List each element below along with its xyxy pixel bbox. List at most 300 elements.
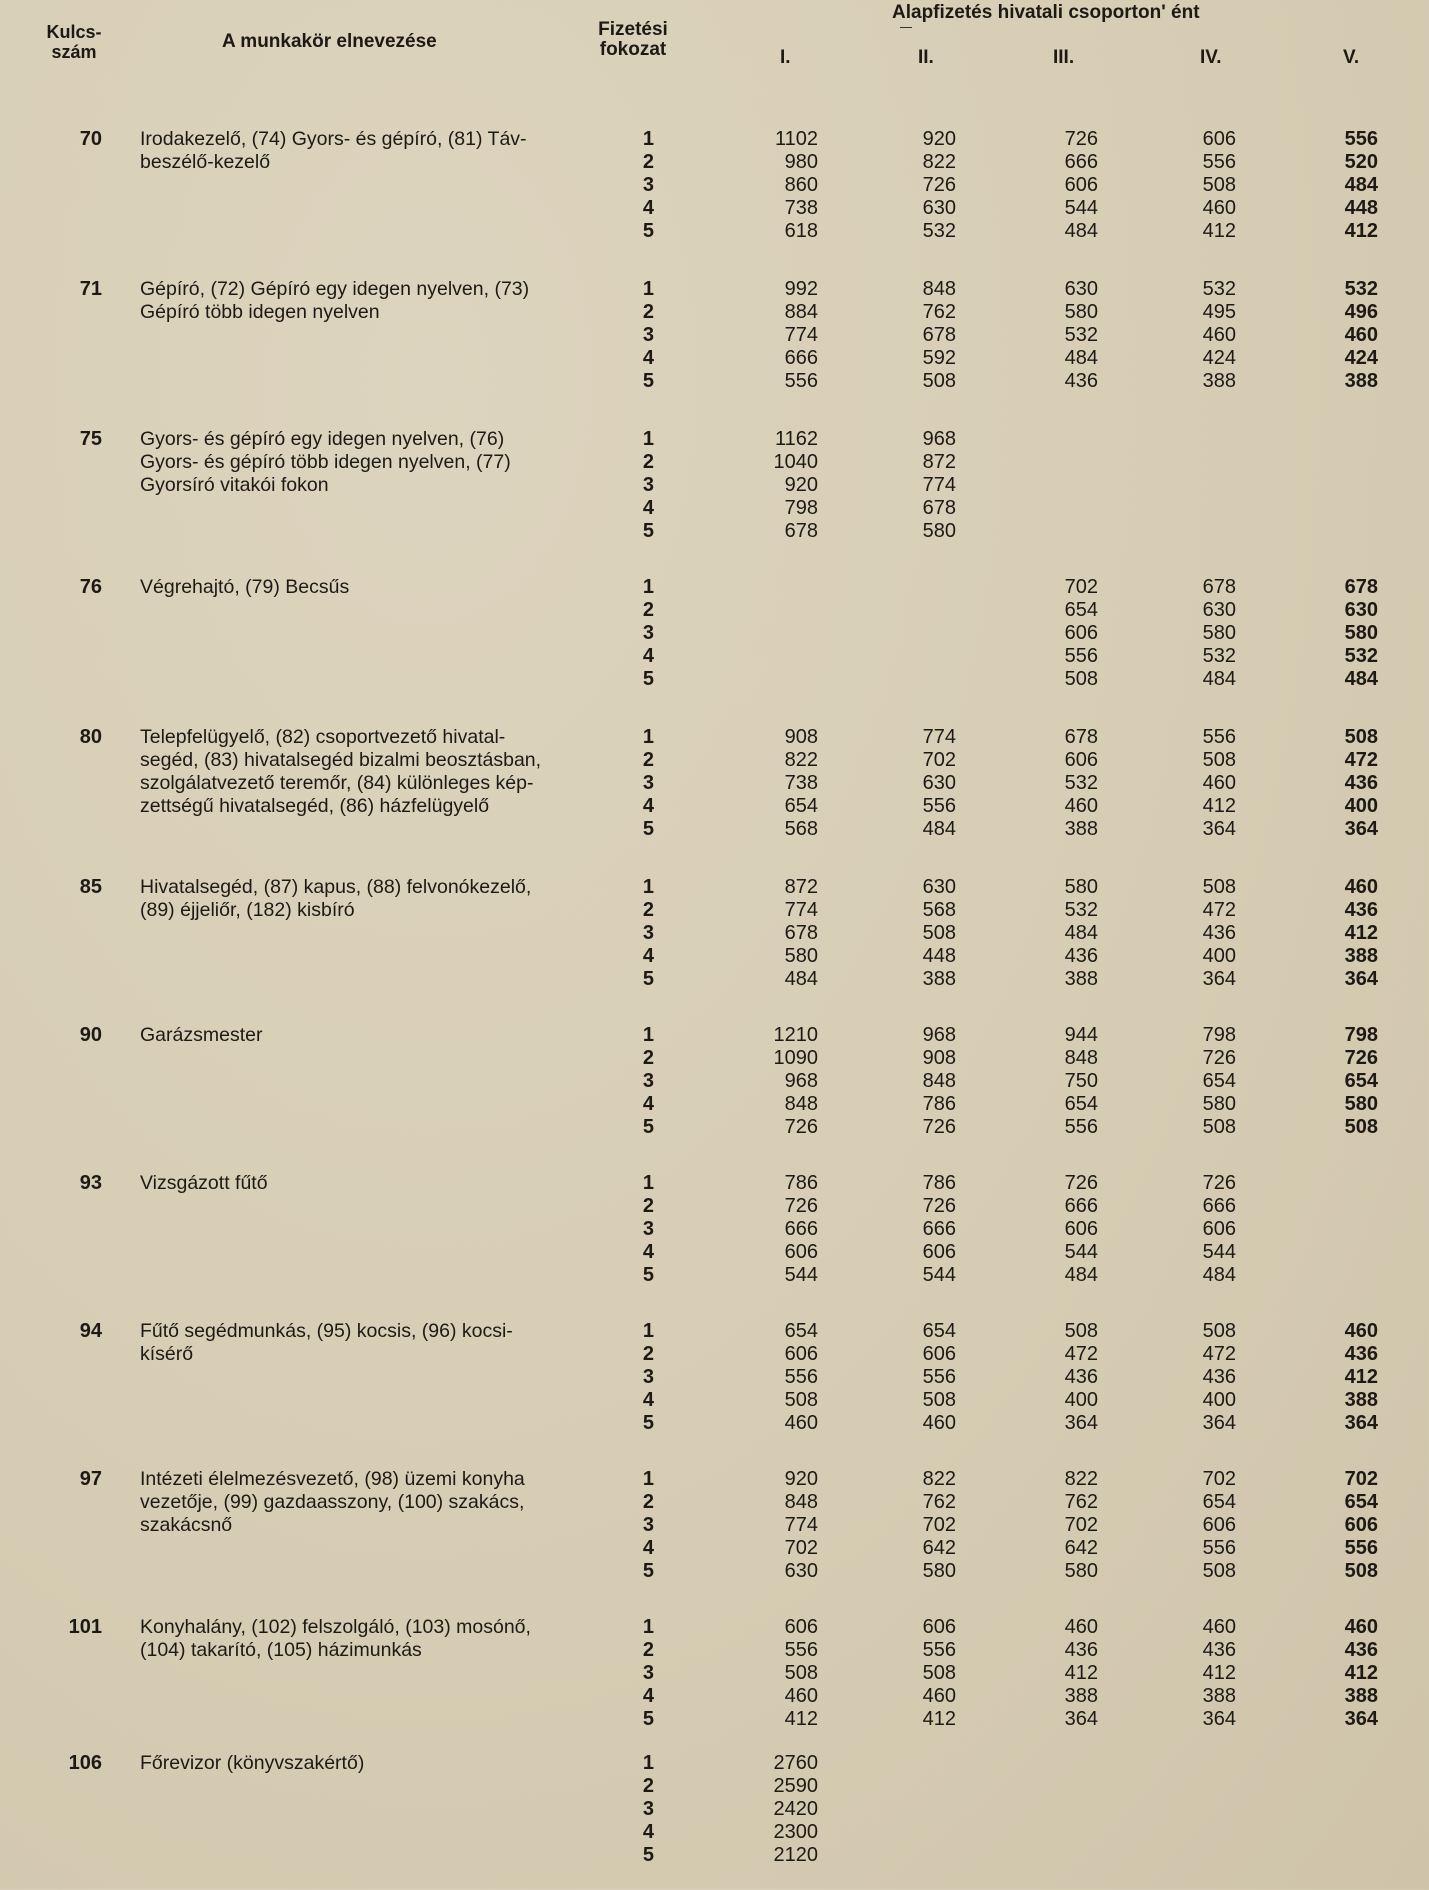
header-job-title: A munkakör elnevezése	[222, 31, 437, 52]
grade-step: 1	[642, 876, 654, 898]
salary-cell: 556	[922, 1639, 956, 1661]
grade-step: 2	[642, 451, 654, 473]
salary-cell: 606	[1064, 749, 1098, 771]
salary-cell: 630	[1202, 599, 1236, 621]
header-key	[44, 22, 104, 62]
grade-step: 5	[642, 668, 654, 690]
header-group-title: Alapfizetés hivatali csoporton' ént	[892, 2, 1200, 23]
grade-row	[0, 1752, 1429, 1775]
salary-cell: 388	[922, 968, 956, 990]
entry-job-name-line: Gyors- és gépíró több idegen nyelven, (77)	[140, 451, 511, 473]
grade-step: 1	[642, 1616, 654, 1638]
salary-cell: 762	[922, 301, 956, 323]
grade-step: 2	[642, 1775, 654, 1797]
salary-cell: 484	[1344, 174, 1378, 196]
grade-step: 4	[642, 1821, 654, 1843]
grade-row	[0, 1264, 1429, 1287]
salary-cell: 460	[1344, 324, 1378, 346]
salary-cell: 606	[1202, 1514, 1236, 1536]
salary-cell: 532	[1344, 278, 1378, 300]
salary-cell: 580	[1064, 301, 1098, 323]
salary-cell: 388	[1064, 1685, 1098, 1707]
grade-row	[0, 818, 1429, 841]
salary-cell: 762	[922, 1491, 956, 1513]
salary-cell: 592	[922, 347, 956, 369]
salary-cell: 848	[784, 1093, 818, 1115]
header-key-line2: szám	[51, 42, 97, 62]
grade-step: 1	[642, 1752, 654, 1774]
salary-cell: 544	[784, 1264, 818, 1286]
salary-cell: 495	[1202, 301, 1236, 323]
salary-cell: 822	[922, 1468, 956, 1490]
salary-cell: 606	[1064, 622, 1098, 644]
salary-cell: 606	[922, 1616, 956, 1638]
grade-step: 5	[642, 1560, 654, 1582]
entry-job-name-line: Intézeti élelmezésvezető, (98) üzemi konyha	[140, 1468, 525, 1490]
salary-cell: 702	[1064, 1514, 1098, 1536]
grade-row	[0, 1320, 1429, 1343]
salary-cell: 544	[1064, 197, 1098, 219]
entry-job-name-line: Gyorsíró vitakói fokon	[140, 474, 329, 496]
entry-block	[0, 874, 1429, 1014]
entry-job-name-line: Telepfelügyelő, (82) csoportvezető hivatal-	[140, 726, 506, 748]
salary-cell: 980	[784, 151, 818, 173]
salary-cell: 702	[784, 1537, 818, 1559]
grade-step: 4	[642, 1685, 654, 1707]
salary-cell: 508	[1344, 1116, 1378, 1138]
grade-row	[0, 1195, 1429, 1218]
salary-cell: 388	[1344, 945, 1378, 967]
grade-row	[0, 1685, 1429, 1708]
salary-cell: 460	[784, 1685, 818, 1707]
salary-cell: 642	[922, 1537, 956, 1559]
grade-row	[0, 1366, 1429, 1389]
grade-step: 2	[642, 301, 654, 323]
salary-cell: 412	[1344, 922, 1378, 944]
salary-cell: 508	[922, 1389, 956, 1411]
grade-step: 2	[642, 151, 654, 173]
header-grade	[588, 20, 678, 60]
salary-cell: 460	[1202, 324, 1236, 346]
salary-cell: 580	[784, 945, 818, 967]
entry-key: 80	[79, 726, 102, 748]
grade-step: 2	[642, 1195, 654, 1217]
salary-cell: 1162	[774, 428, 818, 450]
salary-cell: 1210	[773, 1024, 818, 1046]
salary-cell: 436	[1202, 1366, 1236, 1388]
grade-row	[0, 1639, 1429, 1662]
grade-row	[0, 474, 1429, 497]
salary-cell: 738	[784, 197, 818, 219]
salary-cell: 630	[784, 1560, 818, 1582]
entry-key: 106	[68, 1752, 102, 1774]
entry-job-name-line: Gépíró több idegen nyelven	[140, 301, 380, 323]
grade-step: 3	[642, 1798, 654, 1820]
salary-cell: 460	[922, 1412, 956, 1434]
salary-cell: 448	[922, 945, 956, 967]
salary-cell: 848	[922, 1070, 956, 1092]
salary-cell: 630	[922, 876, 956, 898]
grade-row	[0, 1070, 1429, 1093]
salary-cell: 2760	[773, 1752, 818, 1774]
salary-cell: 484	[1064, 1264, 1098, 1286]
grade-step: 1	[642, 1320, 654, 1342]
salary-cell: 580	[1344, 622, 1378, 644]
salary-cell: 606	[784, 1343, 818, 1365]
salary-cell: 678	[784, 520, 818, 542]
header-grade-line2: fokozat	[599, 39, 667, 60]
salary-cell: 460	[1202, 197, 1236, 219]
salary-cell: 580	[922, 520, 956, 542]
salary-cell: 484	[1064, 922, 1098, 944]
salary-cell: 436	[1064, 945, 1098, 967]
entry-job-name-line: kísérő	[140, 1343, 194, 1365]
entry-job-name-line: Gépíró, (72) Gépíró egy idegen nyelven, (73)	[140, 278, 530, 300]
grade-row	[0, 599, 1429, 622]
salary-cell: 436	[1344, 772, 1378, 794]
salary-cell: 630	[922, 197, 956, 219]
salary-cell: 654	[1064, 1093, 1098, 1115]
salary-cell: 606	[922, 1343, 956, 1365]
grade-step: 5	[642, 1264, 654, 1286]
salary-cell: 364	[1202, 1412, 1236, 1434]
salary-cell: 726	[1064, 128, 1098, 150]
salary-cell: 508	[1344, 1560, 1378, 1582]
salary-cell: 908	[784, 726, 818, 748]
salary-cell: 774	[922, 474, 956, 496]
grade-step: 3	[642, 1514, 654, 1536]
salary-cell: 568	[922, 899, 956, 921]
salary-cell: 412	[922, 1708, 956, 1730]
salary-cell: 436	[1064, 1639, 1098, 1661]
salary-cell: 544	[922, 1264, 956, 1286]
salary-cell: 436	[1064, 370, 1098, 392]
salary-cell: 678	[1202, 576, 1236, 598]
grade-step: 4	[642, 1093, 654, 1115]
salary-cell: 678	[784, 922, 818, 944]
header-col-5: V.	[1343, 47, 1360, 68]
grade-row	[0, 968, 1429, 991]
salary-cell: 798	[1202, 1024, 1236, 1046]
salary-cell: 508	[1202, 1560, 1236, 1582]
salary-cell: 412	[1344, 220, 1378, 242]
entry-job-name-line: Vizsgázott fűtő	[140, 1172, 268, 1194]
salary-cell: 412	[1344, 1366, 1378, 1388]
entry-job-name-line: Hivatalsegéd, (87) kapus, (88) felvonókezelő,	[140, 876, 532, 898]
salary-cell: 412	[1064, 1662, 1098, 1684]
salary-cell: 580	[1064, 1560, 1098, 1582]
grade-row	[0, 1468, 1429, 1491]
entry-key: 97	[79, 1468, 102, 1490]
entry-job-name-line: zettségű hivatalsegéd, (86) házfelügyelő	[140, 795, 490, 817]
salary-cell: 848	[784, 1491, 818, 1513]
salary-cell: 848	[1064, 1047, 1098, 1069]
salary-cell: 968	[922, 1024, 956, 1046]
salary-cell: 412	[1202, 795, 1236, 817]
salary-cell: 400	[1344, 795, 1378, 817]
grade-step: 1	[642, 576, 654, 598]
grade-step: 3	[642, 772, 654, 794]
salary-cell: 460	[1202, 772, 1236, 794]
grade-step: 5	[642, 1844, 654, 1866]
grade-row	[0, 645, 1429, 668]
salary-cell: 702	[1344, 1468, 1378, 1490]
salary-cell: 606	[1202, 128, 1236, 150]
salary-cell: 364	[1202, 1708, 1236, 1730]
entry-block	[0, 1022, 1429, 1162]
entry-key: 90	[79, 1024, 102, 1046]
entry-key: 75	[79, 428, 102, 450]
salary-cell: 726	[1202, 1047, 1236, 1069]
salary-cell: 556	[1344, 1537, 1378, 1559]
salary-cell: 508	[1064, 1320, 1098, 1342]
entry-job-name-line: Irodakezelő, (74) Gyors- és gépíró, (81) Táv-	[140, 128, 527, 150]
grade-row	[0, 278, 1429, 301]
header-divider	[900, 27, 912, 28]
entry-job-name-line: beszélő-kezelő	[140, 151, 271, 173]
grade-row	[0, 1116, 1429, 1139]
salary-cell: 726	[784, 1116, 818, 1138]
entry-job-name-line: Gyors- és gépíró egy idegen nyelven, (76)	[140, 428, 505, 450]
salary-cell: 436	[1064, 1366, 1098, 1388]
salary-cell: 388	[1064, 968, 1098, 990]
grade-step: 1	[642, 278, 654, 300]
salary-cell: 484	[784, 968, 818, 990]
salary-cell: 908	[922, 1047, 956, 1069]
salary-cell: 654	[922, 1320, 956, 1342]
salary-cell: 872	[922, 451, 956, 473]
salary-cell: 884	[784, 301, 818, 323]
salary-cell: 436	[1202, 922, 1236, 944]
salary-cell: 484	[1202, 1264, 1236, 1286]
salary-cell: 436	[1344, 899, 1378, 921]
grade-row	[0, 370, 1429, 393]
grade-step: 4	[642, 1389, 654, 1411]
grade-row	[0, 1844, 1429, 1867]
salary-cell: 472	[1064, 1343, 1098, 1365]
grade-row	[0, 1775, 1429, 1798]
grade-step: 3	[642, 174, 654, 196]
salary-cell: 606	[1202, 1218, 1236, 1240]
salary-cell: 508	[1202, 1320, 1236, 1342]
salary-cell: 606	[784, 1616, 818, 1638]
grade-row	[0, 174, 1429, 197]
salary-cell: 460	[1344, 876, 1378, 898]
salary-cell: 992	[784, 278, 818, 300]
salary-cell: 580	[922, 1560, 956, 1582]
grade-step: 3	[642, 1366, 654, 1388]
salary-cell: 556	[1202, 151, 1236, 173]
salary-cell: 556	[784, 1639, 818, 1661]
salary-cell: 786	[784, 1172, 818, 1194]
salary-cell: 580	[1344, 1093, 1378, 1115]
grade-step: 4	[642, 497, 654, 519]
grade-row	[0, 497, 1429, 520]
salary-cell: 412	[1344, 1662, 1378, 1684]
salary-cell: 666	[1064, 151, 1098, 173]
salary-cell: 872	[784, 876, 818, 898]
salary-cell: 1102	[774, 128, 818, 150]
salary-cell: 654	[1202, 1070, 1236, 1092]
salary-cell: 460	[1344, 1616, 1378, 1638]
salary-cell: 1040	[773, 451, 818, 473]
salary-cell: 508	[1064, 668, 1098, 690]
salary-cell: 472	[1344, 749, 1378, 771]
grade-row	[0, 1537, 1429, 1560]
salary-cell: 388	[1344, 370, 1378, 392]
salary-cell: 364	[1344, 1708, 1378, 1730]
salary-cell: 568	[784, 818, 818, 840]
salary-cell: 532	[1344, 645, 1378, 667]
salary-cell: 848	[922, 278, 956, 300]
grade-row	[0, 772, 1429, 795]
grade-row	[0, 622, 1429, 645]
salary-cell: 364	[1202, 818, 1236, 840]
grade-row	[0, 1560, 1429, 1583]
entry-key: 76	[79, 576, 102, 598]
grade-row	[0, 668, 1429, 691]
salary-cell: 666	[1064, 1195, 1098, 1217]
salary-cell: 606	[784, 1241, 818, 1263]
salary-cell: 630	[1064, 278, 1098, 300]
salary-cell: 556	[1064, 1116, 1098, 1138]
salary-cell: 774	[784, 1514, 818, 1536]
salary-cell: 424	[1202, 347, 1236, 369]
salary-cell: 726	[784, 1195, 818, 1217]
grade-step: 1	[642, 128, 654, 150]
entry-job-name-line: vezetője, (99) gazdaasszony, (100) szakács,	[140, 1491, 525, 1513]
grade-row	[0, 1514, 1429, 1537]
salary-cell: 556	[784, 1366, 818, 1388]
grade-step: 4	[642, 197, 654, 219]
salary-cell: 774	[922, 726, 956, 748]
salary-cell: 400	[1064, 1389, 1098, 1411]
grade-row	[0, 726, 1429, 749]
grade-step: 1	[642, 726, 654, 748]
grade-step: 1	[642, 1172, 654, 1194]
salary-cell: 508	[1202, 876, 1236, 898]
grade-step: 5	[642, 520, 654, 542]
salary-cell: 364	[1064, 1412, 1098, 1434]
salary-cell: 2590	[773, 1775, 818, 1797]
entry-block	[0, 1318, 1429, 1458]
salary-cell: 726	[1344, 1047, 1378, 1069]
grade-row	[0, 1343, 1429, 1366]
entry-key: 101	[68, 1616, 102, 1638]
salary-cell: 400	[1202, 1389, 1236, 1411]
grade-step: 4	[642, 347, 654, 369]
salary-cell: 822	[1064, 1468, 1098, 1490]
entry-block	[0, 1170, 1429, 1310]
salary-cell: 460	[1344, 1320, 1378, 1342]
grade-row	[0, 1708, 1429, 1731]
grade-row	[0, 451, 1429, 474]
salary-cell: 364	[1344, 1412, 1378, 1434]
salary-cell: 364	[1202, 968, 1236, 990]
grade-step: 2	[642, 749, 654, 771]
salary-cell: 2120	[773, 1844, 818, 1866]
salary-cell: 412	[1202, 220, 1236, 242]
salary-cell: 460	[1064, 795, 1098, 817]
grade-step: 3	[642, 1070, 654, 1092]
salary-cell: 920	[784, 1468, 818, 1490]
salary-cell: 606	[1344, 1514, 1378, 1536]
salary-cell: 654	[1202, 1491, 1236, 1513]
grade-row	[0, 128, 1429, 151]
salary-cell: 822	[784, 749, 818, 771]
salary-cell: 580	[1202, 622, 1236, 644]
grade-row	[0, 1172, 1429, 1195]
salary-cell: 472	[1202, 899, 1236, 921]
salary-cell: 508	[784, 1662, 818, 1684]
salary-cell: 508	[1202, 749, 1236, 771]
salary-cell: 968	[922, 428, 956, 450]
grade-step: 5	[642, 1116, 654, 1138]
salary-cell: 2300	[773, 1821, 818, 1843]
grade-row	[0, 1616, 1429, 1639]
grade-row	[0, 922, 1429, 945]
grade-row	[0, 220, 1429, 243]
grade-row	[0, 1389, 1429, 1412]
salary-cell: 678	[1344, 576, 1378, 598]
grade-step: 4	[642, 1241, 654, 1263]
entry-job-name-line: (104) takarító, (105) házimunkás	[140, 1639, 422, 1661]
salary-cell: 472	[1202, 1343, 1236, 1365]
salary-cell: 666	[784, 1218, 818, 1240]
salary-cell: 424	[1344, 347, 1378, 369]
salary-cell: 388	[1202, 1685, 1236, 1707]
salary-cell: 388	[1064, 818, 1098, 840]
grade-step: 3	[642, 474, 654, 496]
salary-cell: 532	[1064, 772, 1098, 794]
salary-cell: 822	[922, 151, 956, 173]
salary-cell: 484	[1202, 668, 1236, 690]
grade-step: 2	[642, 1047, 654, 1069]
grade-row	[0, 1047, 1429, 1070]
salary-cell: 630	[922, 772, 956, 794]
salary-cell: 678	[922, 497, 956, 519]
salary-cell: 738	[784, 772, 818, 794]
header-grade-line1: Fizetési	[598, 19, 668, 40]
grade-step: 5	[642, 968, 654, 990]
salary-cell: 798	[784, 497, 818, 519]
salary-cell: 412	[1202, 1662, 1236, 1684]
grade-step: 3	[642, 922, 654, 944]
salary-cell: 556	[922, 795, 956, 817]
salary-cell: 544	[1064, 1241, 1098, 1263]
salary-cell: 460	[1064, 1616, 1098, 1638]
salary-cell: 726	[922, 1116, 956, 1138]
salary-cell: 544	[1202, 1241, 1236, 1263]
salary-cell: 630	[1344, 599, 1378, 621]
salary-cell: 702	[1202, 1468, 1236, 1490]
salary-cell: 774	[784, 324, 818, 346]
grade-step: 4	[642, 795, 654, 817]
salary-cell: 532	[1202, 645, 1236, 667]
header-col-4: IV.	[1200, 47, 1222, 68]
salary-cell: 654	[1064, 599, 1098, 621]
salary-cell: 484	[1064, 220, 1098, 242]
entry-key: 93	[79, 1172, 102, 1194]
salary-cell: 654	[784, 1320, 818, 1342]
salary-cell: 726	[1202, 1172, 1236, 1194]
salary-cell: 412	[784, 1708, 818, 1730]
salary-cell: 484	[922, 818, 956, 840]
grade-step: 4	[642, 945, 654, 967]
salary-cell: 508	[1202, 1116, 1236, 1138]
grade-step: 2	[642, 1343, 654, 1365]
entry-key: 71	[79, 278, 102, 300]
